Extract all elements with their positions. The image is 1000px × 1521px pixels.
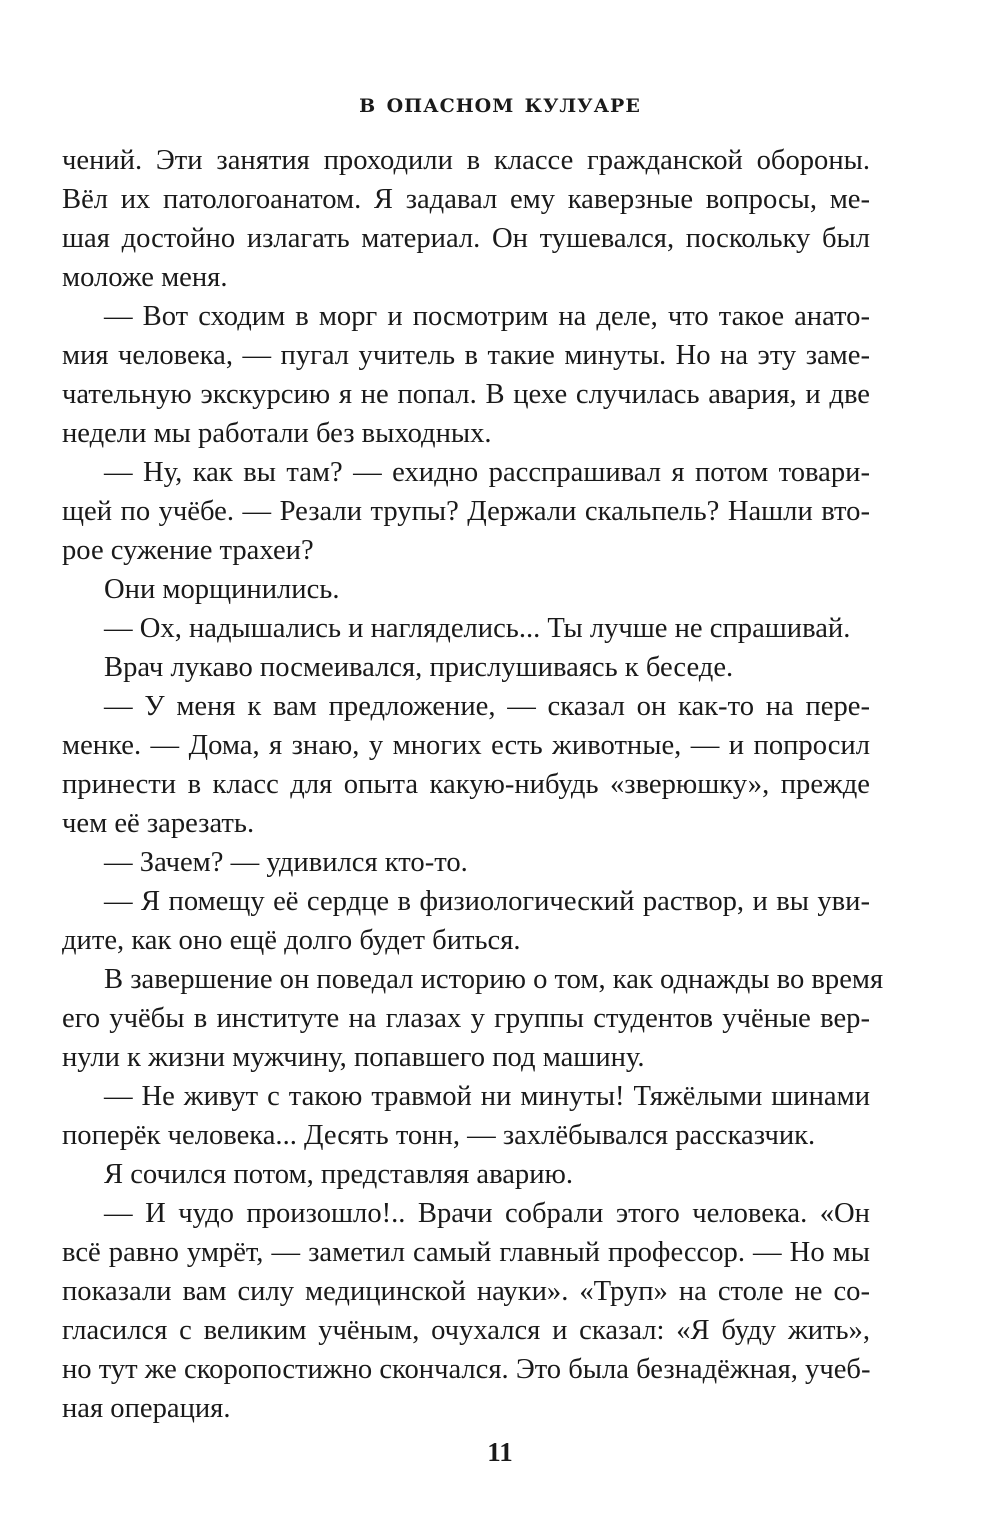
text-line: мия человека, — пугал учитель в такие минуты. Но на эту заме- [62, 340, 870, 371]
text-line: но тут же скоропостижно скончался. Это была безнадёжная, учеб- [62, 1354, 871, 1385]
text-line: Я сочился потом, представляя аварию. [104, 1159, 574, 1190]
text-line: нули к жизни мужчину, попавшего под машину. [62, 1042, 645, 1073]
text-line: Они морщинились. [104, 574, 340, 605]
text-line: дите, как оно ещё долго будет биться. [62, 925, 521, 956]
page-number: 11 [487, 1437, 513, 1467]
text-line: гласился с великим учёным, очухался и сказал: «Я буду жить», [62, 1315, 870, 1346]
text-line: принести в класс для опыта какую-нибудь «зверюшку», прежде [62, 769, 870, 800]
text-line: — Зачем? — удивился кто-то. [104, 847, 468, 878]
text-line: рое сужение трахеи? [62, 535, 314, 566]
text-line: Врач лукаво посмеивался, прислушиваясь к беседе. [104, 652, 734, 683]
text-line: В завершение он поведал историю о том, как однажды во время [104, 964, 884, 995]
text-line: чательную экскурсию я не попал. В цехе случилась авария, и две [62, 379, 870, 410]
text-line: чем её зарезать. [62, 808, 255, 839]
text-line: — Ох, надышались и нагляделись... Ты лучше не спрашивай. [104, 613, 851, 644]
text-line: — Вот сходим в морг и посмотрим на деле, что такое анато- [104, 301, 870, 332]
text-line: недели мы работали без выходных. [62, 418, 492, 449]
text-line: шая достойно излагать материал. Он тушевался, поскольку был [62, 223, 870, 254]
text-line: — Я помещу её сердце в физиологический раствор, и вы уви- [104, 886, 870, 917]
text-line: — Ну, как вы там? — ехидно расспрашивал я потом товари- [104, 457, 870, 488]
running-head: в опасном кулуаре [359, 88, 641, 119]
text-line: Вёл их патологоанатом. Я задавал ему каверзные вопросы, ме- [62, 184, 870, 215]
text-line: менке. — Дома, я знаю, у многих есть животные, — и попросил [62, 730, 870, 761]
text-line: — И чудо произошло!.. Врачи собрали этого человека. «Он [104, 1198, 870, 1229]
text-line: чений. Эти занятия проходили в классе гражданской обороны. [62, 145, 870, 176]
text-line: — Не живут с такою травмой ни минуты! Тяжёлыми шинами [104, 1081, 870, 1112]
text-line: ная операция. [62, 1393, 231, 1424]
text-line: его учёбы в институте на глазах у группы студентов учёные вер- [62, 1003, 870, 1034]
text-line: всё равно умрёт, — заметил самый главный профессор. — Но мы [62, 1237, 870, 1268]
text-line: моложе меня. [62, 262, 228, 293]
text-line: щей по учёбе. — Резали трупы? Держали скальпель? Нашли вто- [62, 496, 870, 527]
text-line: — У меня к вам предложение, — сказал он как-то на пере- [104, 691, 870, 722]
text-line: показали вам силу медицинской науки». «Труп» на столе не со- [62, 1276, 870, 1307]
text-line: поперёк человека... Десять тонн, — захлёбывался рассказчик. [62, 1120, 816, 1151]
body-text [62, 141, 884, 1428]
